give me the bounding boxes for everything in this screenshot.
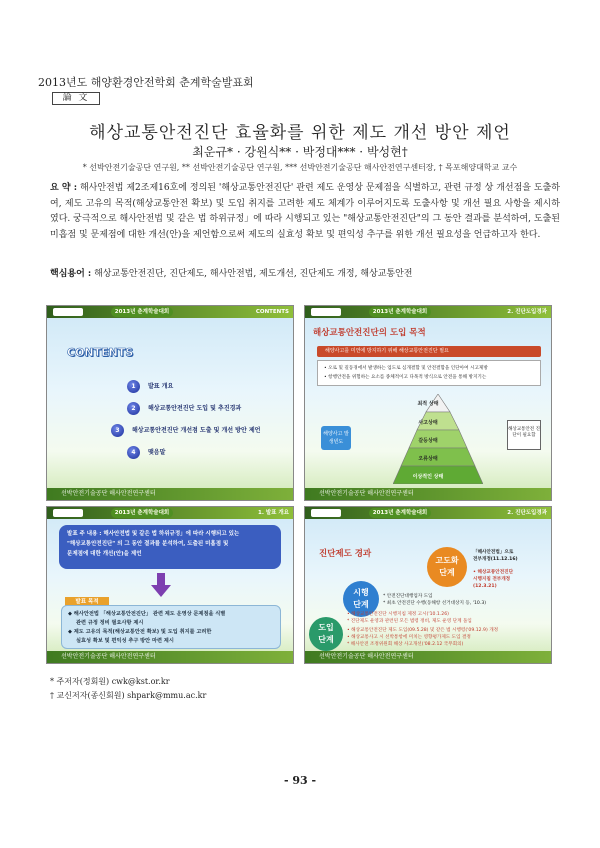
slide-conf-badge: 2013년 춘계학술대회 <box>111 508 173 518</box>
slide-footer: 선박안전기술공단 해사안전연구센터 <box>47 651 293 663</box>
stage-advanced: 고도화 단계 <box>427 547 467 587</box>
page-number: - 93 - <box>283 774 317 787</box>
slide-bar: 해양사고를 미연에 방지하기 위해 해상교통안전진단 필요 <box>317 346 541 357</box>
keywords <box>50 266 560 279</box>
slide-tag: CONTENTS <box>255 309 289 315</box>
slide-footer: 선박안전기술공단 해사안전연구센터 <box>305 651 551 663</box>
slide-progress <box>304 506 552 664</box>
keywords-label: 핵심용어 : <box>50 269 92 279</box>
abstract <box>50 181 560 243</box>
logo-icon <box>53 308 83 316</box>
stage-introduction: 도입 단계 <box>309 617 343 651</box>
slide-conf-badge: 2013년 춘계학술대회 <box>369 508 431 518</box>
conference-header: 2013년도 해양환경안전학회 춘계학술발표회 <box>38 76 254 89</box>
stage-text: • 해상교통안전진단 제도 도입(09.5.28) 및 같은 법 시행령('09.12.9) 개정 • 해상교통사고 시 선박통항에 미치는 영향평가제도 도입 결정 * 해사안전 조정위원회 해상 사고개선('08.2.12 국무회의) <box>347 628 499 647</box>
slide-conf-badge: 2013년 춘계학술대회 <box>369 307 431 317</box>
pyramid-label: 사고상태 <box>418 420 438 426</box>
paper-authors: 최운규* · 강원식** · 박정대*** · 박성현† <box>192 145 408 159</box>
slide-title: 진단제도 경과 <box>319 549 372 559</box>
keywords-text: 해상교통안전진단, 진단제도, 해사안전법, 제도개선, 진단제도 개정, 해상교통안전 <box>94 269 413 279</box>
slide-tag: 2. 진단도입경과 <box>507 309 547 315</box>
contents-item: 2 해상교통안전진단 도입 및 추진경과 <box>127 402 241 416</box>
paper-title: 해상교통안전진단 효율화를 위한 제도 개선 방안 제언 <box>89 123 511 143</box>
contents-item: 1 발표 개요 <box>127 380 173 394</box>
stage-text: * 안전진단대행업자 도입 * 최초 안전진단 수행(동해항 선거대상지 등, '10.3) <box>383 594 487 606</box>
accident-frequency-box: 해양사고 발생빈도 <box>321 426 351 450</box>
author-affiliations: * 선박안전기술공단 연구원, ** 선박안전기술공단 연구원, *** 선박안전기술공단 해사안전연구센터장, † 목포해양대학교 교수 <box>82 163 518 172</box>
slide-footer: 선박안전기술공단 해사안전연구센터 <box>305 488 551 500</box>
slide-overview <box>46 506 294 664</box>
stage-text: 「해사안전법」으로 전부개정(11.12.16) <box>473 550 518 562</box>
contents-item: 4 맺음말 <box>127 446 165 460</box>
diagnosis-needed-box: 해상교통안전 진단이 필요함 <box>507 420 541 450</box>
slide-title: 해상교통안전진단의 도입 목적 <box>313 328 426 338</box>
contents-item: 3 해상교통안전진단 개선점 도출 및 개선 방안 제언 <box>111 424 260 438</box>
footnote-primary-author: * 주저자(정회원) cwk@kst.or.kr <box>50 677 170 686</box>
pyramid-label: 이상적인 상태 <box>412 474 444 480</box>
arrow-down-icon <box>151 573 171 597</box>
slide-contents <box>46 305 294 501</box>
abstract-label: 요 약 : <box>50 183 78 193</box>
footnote-corresponding-author: † 교신저자(종신회원) shpark@mmu.ac.kr <box>50 691 207 700</box>
pyramid-label: 최적 상태 <box>417 401 439 407</box>
stage-text: • 해상교통안전진단 시행지침 전부개정 (12.3.21) <box>473 570 514 589</box>
purpose-box: ◆ 해사안전법 「해상교통안전진단」 관련 제도 운영상 문제점을 식별 관련 규정 정비 필요사항 제시 ◆ 제도 고유의 목적(해상교통안전 확보) 및 도입 취지를 고려한 실효성 확보 및 편익성 추구 방안 마련 제시 <box>61 605 281 649</box>
slide-title: CONTENTS <box>67 346 134 359</box>
presentation-content-box: 발표 주 내용 : 해사안전법 및 같은 법 하위규정」에 따라 시행되고 있는 "해상교통안전진단" 의 그 동안 결과를 분석하여, 도출된 미흡점 및 문제점에 대한 개선(안)을 제언 <box>59 525 281 569</box>
section-label: 論 文 <box>52 92 100 105</box>
stage-implementation: 시행 단계 <box>343 581 379 617</box>
pyramid-label: 갈등상태 <box>418 438 438 444</box>
logo-icon <box>311 509 341 517</box>
slide-bullets: • 오로 및 길동경에서 발생하는 업도로 심개결함 및 안전결함을 인단아여 시고제방 • 항행안전을 위험하는 요소를 종체적이고 다목적 방식으로 안전을 통해 방지기는 <box>317 360 541 386</box>
stage-text: • 해상교통안전진단 시행지침 제정 고시('10.1.26) * 진단제도 운영과 관련된 모든 법령 정비, 제도 운영 단계 돌입 <box>347 612 472 624</box>
slide-tag: 2. 진단도입경과 <box>507 510 547 516</box>
abstract-text: 해사안전법 제2조제16호에 정의된 '해상교통안전진단' 관련 제도 운영상 문제점을 식별하고, 관련 규정 상 개선점을 도출하여, 제도 고유의 목적(해상교통안전 확보) 및 도입 취지를 고려한 제도 체계가 이루어지도록 도출사항 및 개선 필요 사항을 제시하였다. 궁극적으로 해사안전법 및 같은 법 하위규정」에 따라 시행되고 있는 "해상교통안전진단"의 그 동안 결과를 분석하여, 도출된 미흡점 및 문제점에 대한 개선(안)을 제언함으로써 제도의 실효성 확보 및 편익성 추구를 위한 개선 필요성을 언급하고자 한다. <box>50 183 560 240</box>
pyramid-label: 오류상태 <box>418 456 438 462</box>
purpose-tag: 발표 목적 <box>65 597 109 607</box>
slide-introduction-purpose <box>304 305 552 501</box>
logo-icon <box>53 509 83 517</box>
slide-footer: 선박안전기술공단 해사안전연구센터 <box>47 488 293 500</box>
logo-icon <box>311 308 341 316</box>
slide-conf-badge: 2013년 춘계학술대회 <box>111 307 173 317</box>
slide-tag: 1. 발표 개요 <box>258 510 289 516</box>
